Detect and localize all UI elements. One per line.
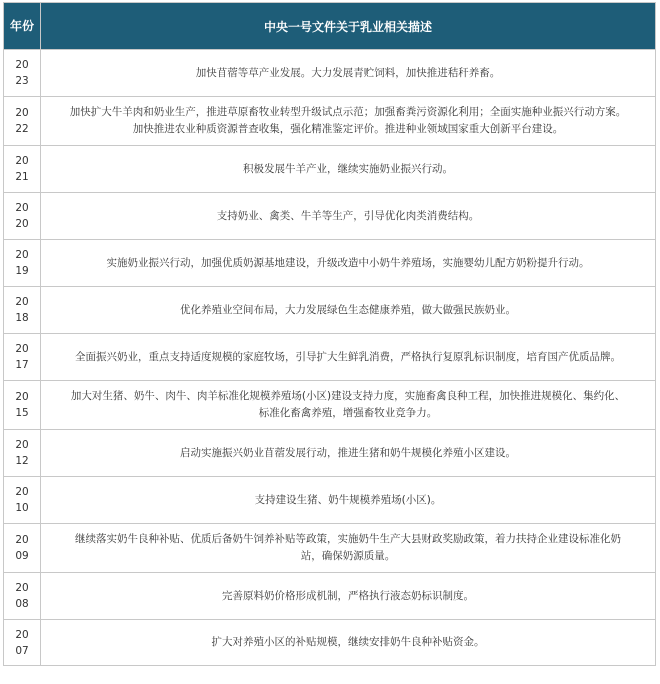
- description-column-header: 中央一号文件关于乳业相关描述: [41, 3, 656, 50]
- description-cell: 加快扩大牛羊肉和奶业生产，推进草原畜牧业转型升级试点示范；加强畜粪污资源化利用；全面实施种业振兴行动方案。加快推进农业种质资源普查收集，强化精准鉴定评价。推进种业领域国家重大创新平台建设。: [41, 97, 656, 146]
- year-bottom: 07: [15, 644, 29, 657]
- table-row: [4, 573, 656, 620]
- table-row: [4, 381, 656, 430]
- description-cell: 全面振兴奶业，重点支持适度规模的家庭牧场，引导扩大生鲜乳消费，严格执行复原乳标识制度，培育国产优质品牌。: [41, 334, 656, 381]
- description-cell: 优化养殖业空间布局，大力发展绿色生态健康养殖，做大做强民族奶业。: [41, 287, 656, 334]
- year-cell: [4, 240, 41, 287]
- description-cell: 加快苜蓿等草产业发展。大力发展青贮饲料，加快推进秸秆养畜。: [41, 50, 656, 97]
- description-cell: 扩大对养殖小区的补贴规模，继续安排奶牛良种补贴资金。: [41, 620, 656, 666]
- year-top: 20: [15, 249, 29, 261]
- year-top: 20: [15, 582, 29, 594]
- year-cell: [4, 620, 41, 666]
- year-top: 20: [15, 107, 29, 119]
- year-bottom: 12: [15, 455, 29, 467]
- year-top: 20: [15, 202, 29, 214]
- year-bottom: 23: [15, 75, 29, 87]
- year-bottom: 21: [15, 171, 29, 183]
- table-row: [4, 50, 656, 97]
- year-cell: [4, 573, 41, 620]
- table-row: [4, 477, 656, 524]
- year-top: 20: [15, 628, 29, 641]
- year-top: 20: [15, 534, 29, 546]
- year-column-header: 年份: [4, 3, 41, 50]
- year-cell: [4, 193, 41, 240]
- year-bottom: 18: [15, 312, 29, 324]
- description-cell: 实施奶业振兴行动，加强优质奶源基地建设，升级改造中小奶牛养殖场，实施婴幼儿配方奶粉提升行动。: [41, 240, 656, 287]
- table-row: [4, 97, 656, 146]
- year-bottom: 20: [15, 218, 29, 230]
- year-cell: [4, 381, 41, 430]
- year-top: 20: [15, 296, 29, 308]
- description-cell: 启动实施振兴奶业苜蓿发展行动，推进生猪和奶牛规模化养殖小区建设。: [41, 430, 656, 477]
- description-cell: 积极发展牛羊产业，继续实施奶业振兴行动。: [41, 146, 656, 193]
- table-row: [4, 620, 656, 666]
- year-top: 20: [15, 155, 29, 167]
- year-bottom: 08: [15, 598, 29, 610]
- year-bottom: 09: [15, 550, 29, 562]
- year-cell: [4, 97, 41, 146]
- year-cell: [4, 477, 41, 524]
- policy-table: [3, 2, 656, 666]
- year-cell: [4, 287, 41, 334]
- table-row: [4, 193, 656, 240]
- table-row: [4, 146, 656, 193]
- description-cell: 继续落实奶牛良种补贴、优质后备奶牛饲养补贴等政策，实施奶牛生产大县财政奖励政策，着力扶持企业建设标准化奶站，确保奶源质量。: [41, 524, 656, 573]
- table-body: [4, 50, 656, 666]
- year-cell: [4, 146, 41, 193]
- year-top: 20: [15, 486, 29, 498]
- year-bottom: 17: [15, 359, 29, 371]
- table-row: [4, 334, 656, 381]
- table-row: [4, 430, 656, 477]
- table-row: [4, 240, 656, 287]
- year-bottom: 15: [15, 407, 29, 419]
- year-top: 20: [15, 343, 29, 355]
- year-cell: [4, 524, 41, 573]
- table-row: [4, 287, 656, 334]
- table-row: [4, 524, 656, 573]
- year-top: 20: [15, 439, 29, 451]
- description-cell: 支持建设生猪、奶牛规模养殖场(小区)。: [41, 477, 656, 524]
- year-top: 20: [15, 391, 29, 403]
- year-top: 20: [15, 59, 29, 71]
- year-cell: [4, 334, 41, 381]
- year-bottom: 10: [15, 502, 29, 514]
- table-header: [4, 3, 656, 50]
- year-bottom: 22: [15, 123, 29, 135]
- year-bottom: 19: [15, 265, 29, 277]
- year-cell: [4, 50, 41, 97]
- year-cell: [4, 430, 41, 477]
- description-cell: 支持奶业、禽类、牛羊等生产，引导优化肉类消费结构。: [41, 193, 656, 240]
- description-cell: 完善原料奶价格形成机制，严格执行液态奶标识制度。: [41, 573, 656, 620]
- description-cell: 加大对生猪、奶牛、肉牛、肉羊标准化规模养殖场(小区)建设支持力度，实施畜禽良种工程，加快推进规模化、集约化、标准化畜禽养殖，增强畜牧业竞争力。: [41, 381, 656, 430]
- header-row: [4, 3, 656, 50]
- policy-table-container: [3, 2, 656, 666]
